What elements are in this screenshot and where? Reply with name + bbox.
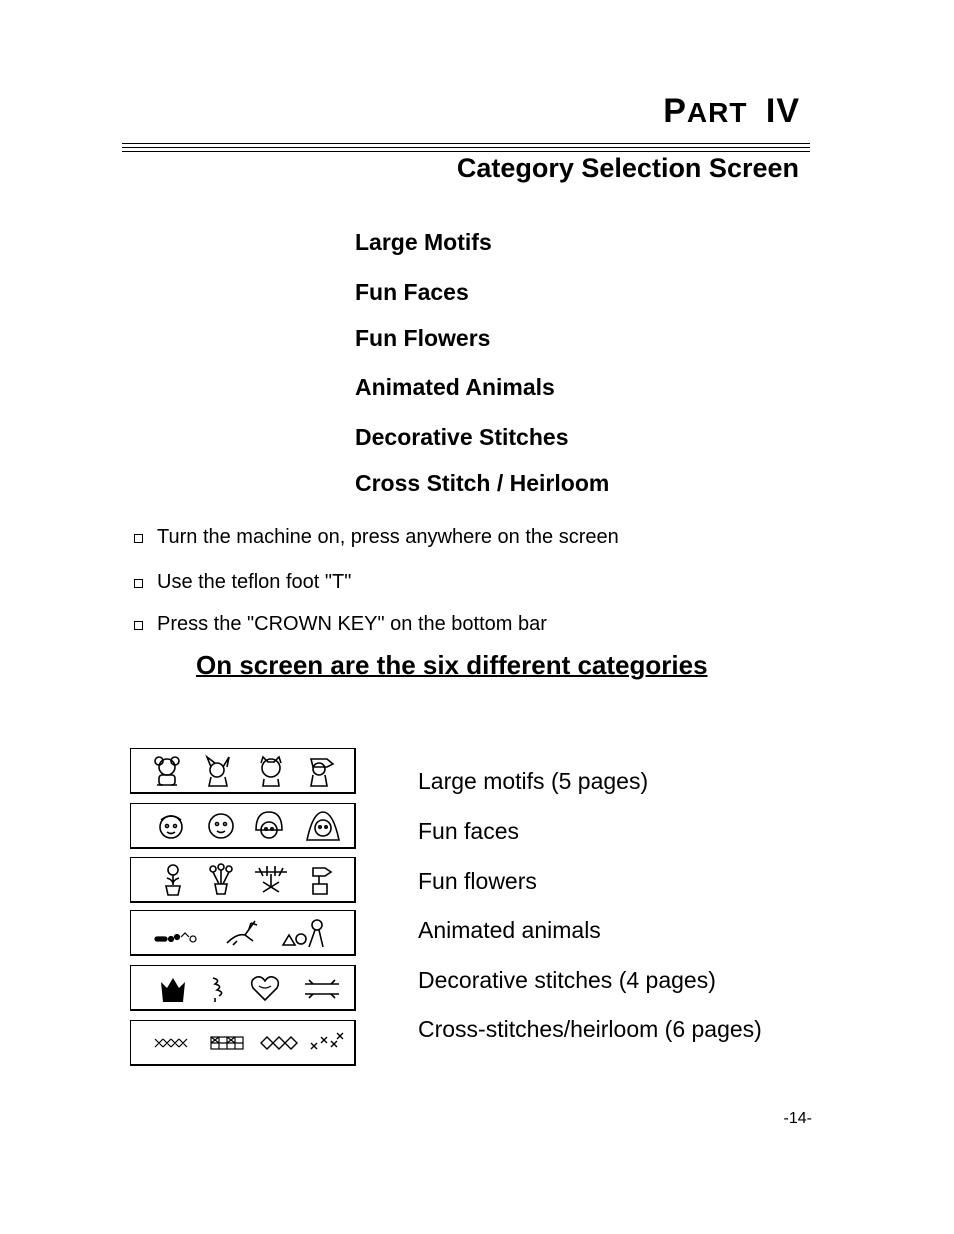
- boy-face-icon: [153, 808, 189, 844]
- category-animated-animals: Animated Animals: [355, 374, 555, 400]
- instruction-item: Use the teflon foot "T": [134, 571, 351, 594]
- crown-icon: [157, 970, 189, 1006]
- checkbox-bullet-icon: [134, 621, 143, 630]
- instruction-item: Press the "CROWN KEY" on the bottom bar: [134, 613, 547, 636]
- category-fun-faces: Fun Faces: [355, 279, 469, 305]
- cross-stitch-grid-icon: [209, 1025, 245, 1061]
- part-word-rest: ART: [686, 97, 748, 128]
- category-panel-animated-animals: [130, 910, 356, 956]
- divider-line: [122, 151, 810, 152]
- diamond-chain-icon: [259, 1025, 299, 1061]
- flower-pot-icon: [303, 862, 339, 898]
- category-panel-fun-faces: [130, 803, 356, 849]
- bunny-icon: [201, 753, 237, 789]
- six-categories-heading: On screen are the six different categories: [196, 650, 708, 680]
- bird-icon: [223, 915, 263, 951]
- part-numeral: IV: [765, 92, 800, 130]
- section-title: Category Selection Screen: [456, 153, 799, 183]
- panel-description: Decorative stitches (4 pages): [418, 967, 716, 993]
- instruction-item: Turn the machine on, press anywhere on the screen: [134, 526, 619, 549]
- flower-spray-icon: [251, 862, 291, 898]
- wave-icon: [205, 970, 229, 1006]
- cross-stitch-band-icon: [153, 1025, 189, 1061]
- dog-icon: [303, 753, 339, 789]
- divider-line: [122, 147, 810, 148]
- caterpillar-icon: [153, 915, 203, 951]
- checkbox-bullet-icon: [134, 579, 143, 588]
- helmet-face-icon: [251, 808, 287, 844]
- panel-description: Fun flowers: [418, 868, 537, 894]
- category-cross-stitch-heirloom: Cross Stitch / Heirloom: [355, 470, 610, 496]
- part-title: [663, 92, 800, 131]
- category-decorative-stitches: Decorative Stitches: [355, 424, 569, 450]
- panel-description: Large motifs (5 pages): [418, 768, 649, 794]
- checkbox-bullet-icon: [134, 534, 143, 543]
- category-fun-flowers: Fun Flowers: [355, 325, 491, 351]
- cat-icon: [253, 753, 289, 789]
- divider-line: [122, 143, 810, 144]
- category-panel-fun-flowers: [130, 857, 356, 903]
- category-panel-cross-stitch-heirloom: [130, 1020, 356, 1066]
- bear-icon: [149, 753, 185, 789]
- flower-bouquet-icon: [201, 862, 241, 898]
- category-large-motifs: Large Motifs: [355, 229, 492, 255]
- part-word-first: P: [663, 92, 687, 130]
- page-number: -14-: [783, 1110, 812, 1127]
- heart-icon: [247, 970, 283, 1006]
- panel-description: Fun faces: [418, 818, 519, 844]
- animals-group-icon: [281, 915, 331, 951]
- category-panel-large-motifs: [130, 748, 356, 794]
- category-panel-decorative-stitches: [130, 965, 356, 1011]
- dog-bone-icon: [301, 970, 343, 1006]
- girl-face-icon: [303, 808, 343, 844]
- x-pattern-icon: [309, 1025, 345, 1061]
- plain-face-icon: [203, 808, 239, 844]
- potted-flower-icon: [155, 862, 191, 898]
- panel-description: Animated animals: [418, 917, 601, 943]
- panel-description: Cross-stitches/heirloom (6 pages): [418, 1016, 762, 1042]
